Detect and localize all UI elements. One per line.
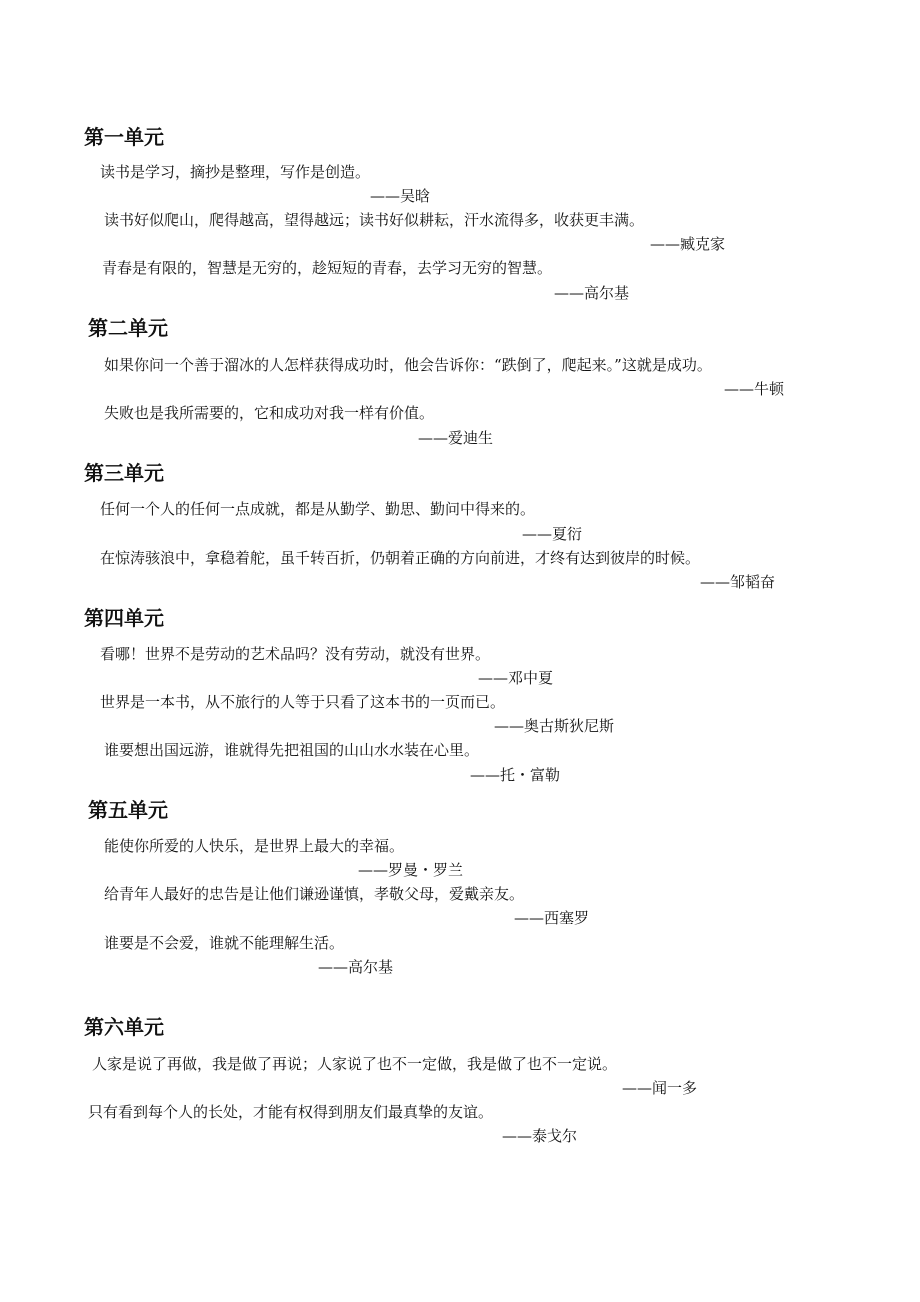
- unit-1-quote-2: 读书好似爬山，爬得越高，望得越远；读书好似耕耘，汗水流得多，收获更丰满。: [104, 211, 645, 229]
- unit-5-quote-2: 给青年人最好的忠告是让他们谦逊谨慎，孝敬父母，爱戴亲友。: [104, 885, 525, 903]
- unit-2-title: 第二单元: [88, 316, 168, 340]
- unit-4-title: 第四单元: [84, 606, 164, 630]
- unit-3-author-1: ——夏衍: [522, 525, 583, 543]
- unit-2-author-1: ——牛顿: [724, 380, 785, 398]
- unit-5-title: 第五单元: [88, 798, 168, 822]
- unit-6-quote-1: 人家是说了再做，我是做了再说；人家说了也不一定做，我是做了也不一定说。: [92, 1055, 618, 1073]
- unit-4-quote-3: 谁要想出国远游，谁就得先把祖国的山山水水装在心里。: [104, 741, 480, 759]
- unit-6-quote-2: 只有看到每个人的长处，才能有权得到朋友们最真挚的友谊。: [88, 1103, 494, 1121]
- unit-3-quote-1: 任何一个人的任何一点成就，都是从勤学、勤思、勤问中得来的。: [100, 500, 536, 518]
- unit-1-author-2: ——臧克家: [650, 235, 726, 253]
- unit-5-author-2: ——西塞罗: [514, 909, 590, 927]
- unit-4-quote-1: 看哪！世界不是劳动的艺术品吗？没有劳动，就没有世界。: [100, 645, 491, 663]
- unit-6-title: 第六单元: [84, 1015, 164, 1039]
- unit-1-author-1: ——吴晗: [370, 187, 431, 205]
- unit-6-author-1: ——闻一多: [622, 1079, 698, 1097]
- unit-3-title: 第三单元: [84, 461, 164, 485]
- unit-4-author-3: ——托・富勒: [470, 766, 561, 784]
- unit-6-author-2: ——泰戈尔: [502, 1127, 578, 1145]
- unit-4-author-2: ——奥古斯狄尼斯: [494, 717, 615, 735]
- unit-5-author-1: ——罗曼・罗兰: [358, 861, 464, 879]
- unit-1-quote-3: 青春是有限的，智慧是无穷的，趁短短的青春，去学习无穷的智慧。: [102, 259, 553, 277]
- unit-5-author-3: ——高尔基: [318, 958, 394, 976]
- unit-5-quote-3: 谁要是不会爱，谁就不能理解生活。: [104, 934, 345, 952]
- unit-2-quote-1: 如果你问一个善于溜冰的人怎样获得成功时，他会告诉你：“跌倒了，爬起来。”这就是成功。: [104, 356, 712, 374]
- unit-2-quote-2: 失败也是我所需要的，它和成功对我一样有价值。: [104, 404, 435, 422]
- unit-1-title: 第一单元: [84, 125, 164, 149]
- unit-3-quote-2: 在惊涛骇浪中，拿稳着舵，虽千转百折，仍朝着正确的方向前进，才终有达到彼岸的时候。: [100, 549, 701, 567]
- unit-4-quote-2: 世界是一本书，从不旅行的人等于只看了这本书的一页而已。: [100, 693, 506, 711]
- unit-5-quote-1: 能使你所爱的人快乐，是世界上最大的幸福。: [104, 837, 405, 855]
- unit-3-author-2: ——邹韬奋: [700, 573, 776, 591]
- unit-2-author-2: ——爱迪生: [418, 429, 494, 447]
- unit-1-quote-1: 读书是学习，摘抄是整理，写作是创造。: [100, 163, 371, 181]
- unit-1-author-3: ——高尔基: [554, 284, 630, 302]
- unit-4-author-1: ——邓中夏: [478, 669, 554, 687]
